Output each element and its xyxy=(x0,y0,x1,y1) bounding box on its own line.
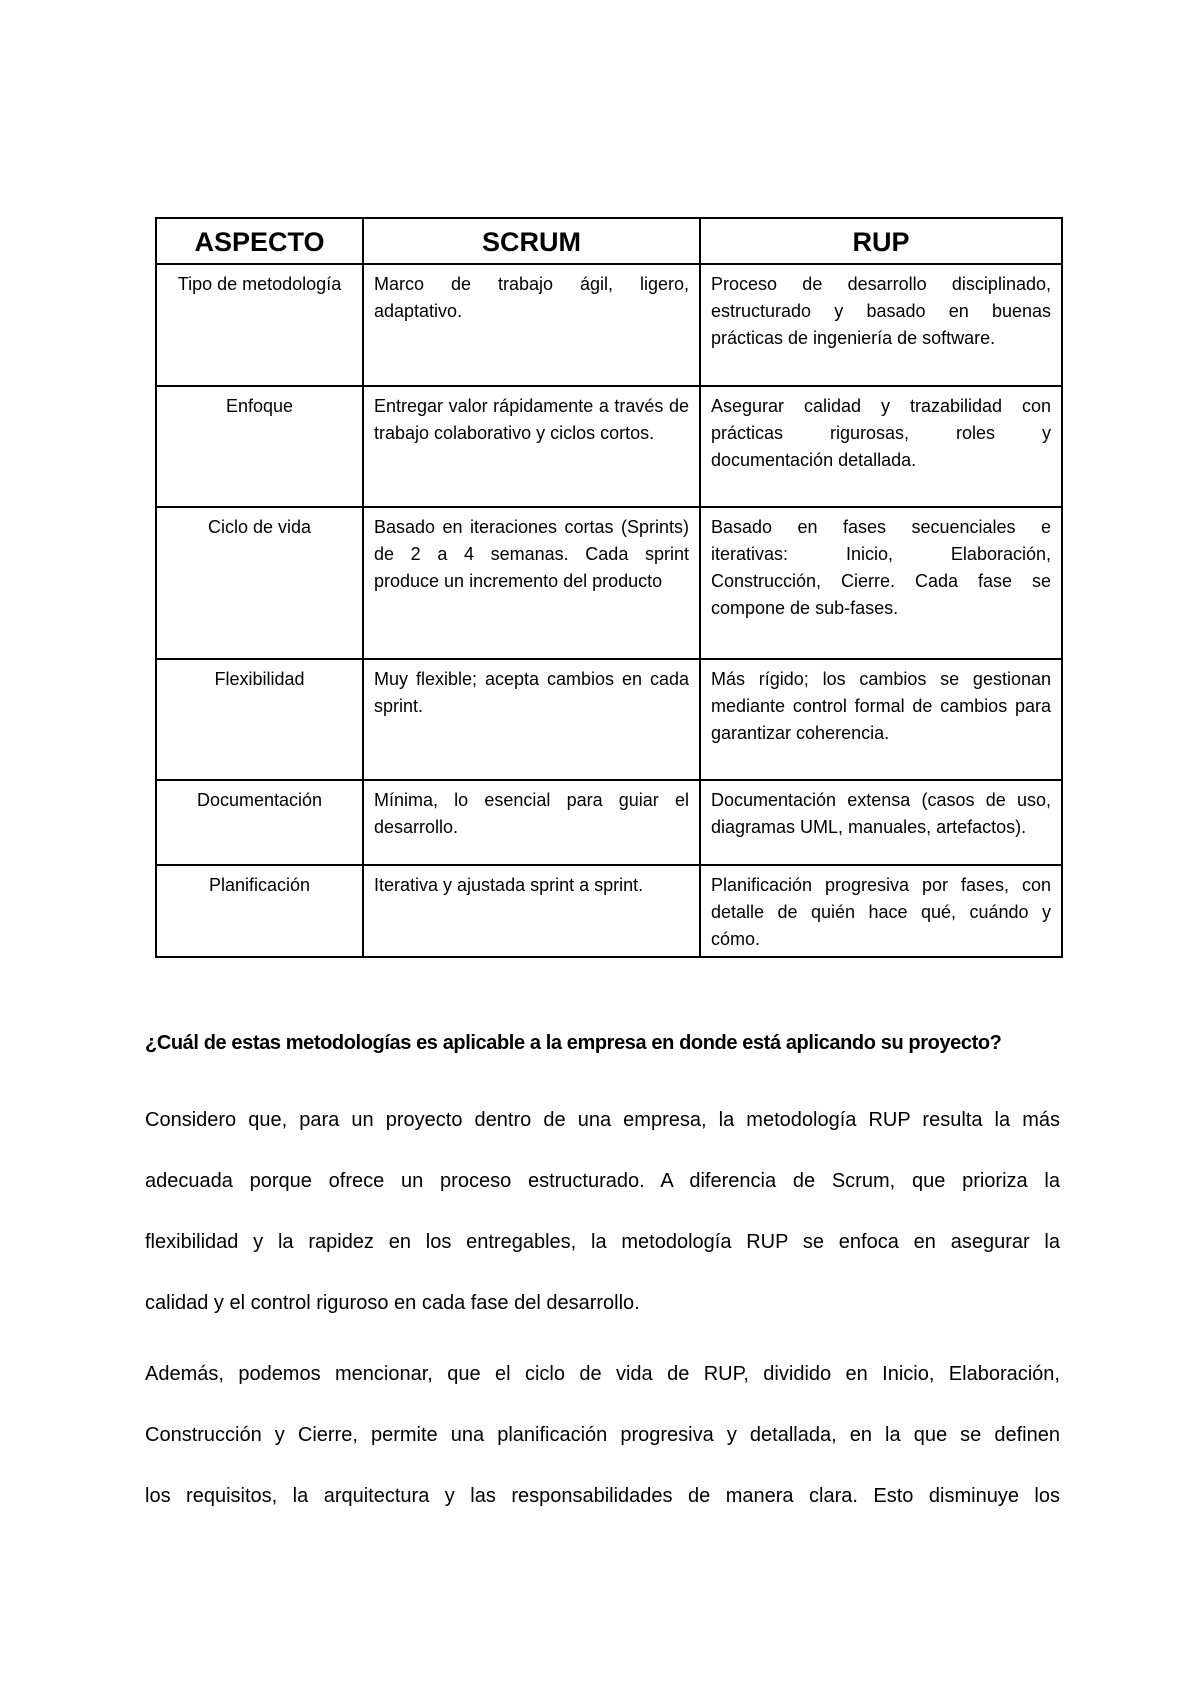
paragraph-rup-choice xyxy=(145,1090,1060,1334)
table-row xyxy=(156,386,1062,507)
scrum-cell: Entregar valor rápidamente a través de trabajo colaborativo y ciclos cortos. xyxy=(363,386,700,507)
table-row xyxy=(156,780,1062,865)
scrum-cell: Marco de trabajo ágil, ligero, adaptativo. xyxy=(363,264,700,386)
table-row xyxy=(156,264,1062,386)
paragraph-line: Además, podemos mencionar, que el ciclo de vida de RUP, dividido en Inicio, Elaboración, xyxy=(145,1363,1060,1385)
paragraph-line: los requisitos, la arquitectura y las responsabilidades de manera clara. Esto disminuye los xyxy=(145,1485,1060,1507)
table-row xyxy=(156,865,1062,957)
rup-cell: Basado en fases secuenciales e iterativas: Inicio, Elaboración, Construcción, Cierre. Cada fase se compone de sub-fases. xyxy=(700,507,1062,659)
paragraph-line: Considero que, para un proyecto dentro de una empresa, la metodología RUP resulta la más xyxy=(145,1109,1060,1131)
comparison-table xyxy=(155,217,1063,958)
scrum-cell: Iterativa y ajustada sprint a sprint. xyxy=(363,865,700,957)
aspect-cell: Enfoque xyxy=(156,386,363,507)
paragraph-line: adecuada porque ofrece un proceso estructurado. A diferencia de Scrum, que prioriza la xyxy=(145,1170,1060,1192)
paragraph-line: Construcción y Cierre, permite una planificación progresiva y detallada, en la que se definen xyxy=(145,1424,1060,1446)
table-row xyxy=(156,507,1062,659)
aspect-cell: Flexibilidad xyxy=(156,659,363,780)
header-aspecto: ASPECTO xyxy=(156,218,363,264)
aspect-cell: Documentación xyxy=(156,780,363,865)
paragraph-line: calidad y el control riguroso en cada fase del desarrollo. xyxy=(145,1292,640,1314)
table-row xyxy=(156,659,1062,780)
paragraph-rup-lifecycle xyxy=(145,1344,1060,1527)
rup-cell: Proceso de desarrollo disciplinado, estructurado y basado en buenas prácticas de ingeniería de software. xyxy=(700,264,1062,386)
header-rup: RUP xyxy=(700,218,1062,264)
aspect-cell: Planificación xyxy=(156,865,363,957)
scrum-cell: Basado en iteraciones cortas (Sprints) de 2 a 4 semanas. Cada sprint produce un incremento del producto xyxy=(363,507,700,659)
rup-cell: Asegurar calidad y trazabilidad con prácticas rigurosas, roles y documentación detallada. xyxy=(700,386,1062,507)
paragraph-line: flexibilidad y la rapidez en los entregables, la metodología RUP se enfoca en asegurar la xyxy=(145,1231,1060,1253)
aspect-cell: Tipo de metodología xyxy=(156,264,363,386)
scrum-cell: Mínima, lo esencial para guiar el desarrollo. xyxy=(363,780,700,865)
table-header-row xyxy=(156,218,1062,264)
aspect-cell: Ciclo de vida xyxy=(156,507,363,659)
rup-cell: Planificación progresiva por fases, con detalle de quién hace qué, cuándo y cómo. xyxy=(700,865,1062,957)
rup-cell: Más rígido; los cambios se gestionan mediante control formal de cambios para garantizar coherencia. xyxy=(700,659,1062,780)
scrum-cell: Muy flexible; acepta cambios en cada sprint. xyxy=(363,659,700,780)
rup-cell: Documentación extensa (casos de uso, diagramas UML, manuales, artefactos). xyxy=(700,780,1062,865)
header-scrum: SCRUM xyxy=(363,218,700,264)
question-heading: ¿Cuál de estas metodologías es aplicable a la empresa en donde está aplicando su proyecto? xyxy=(145,1032,1002,1054)
